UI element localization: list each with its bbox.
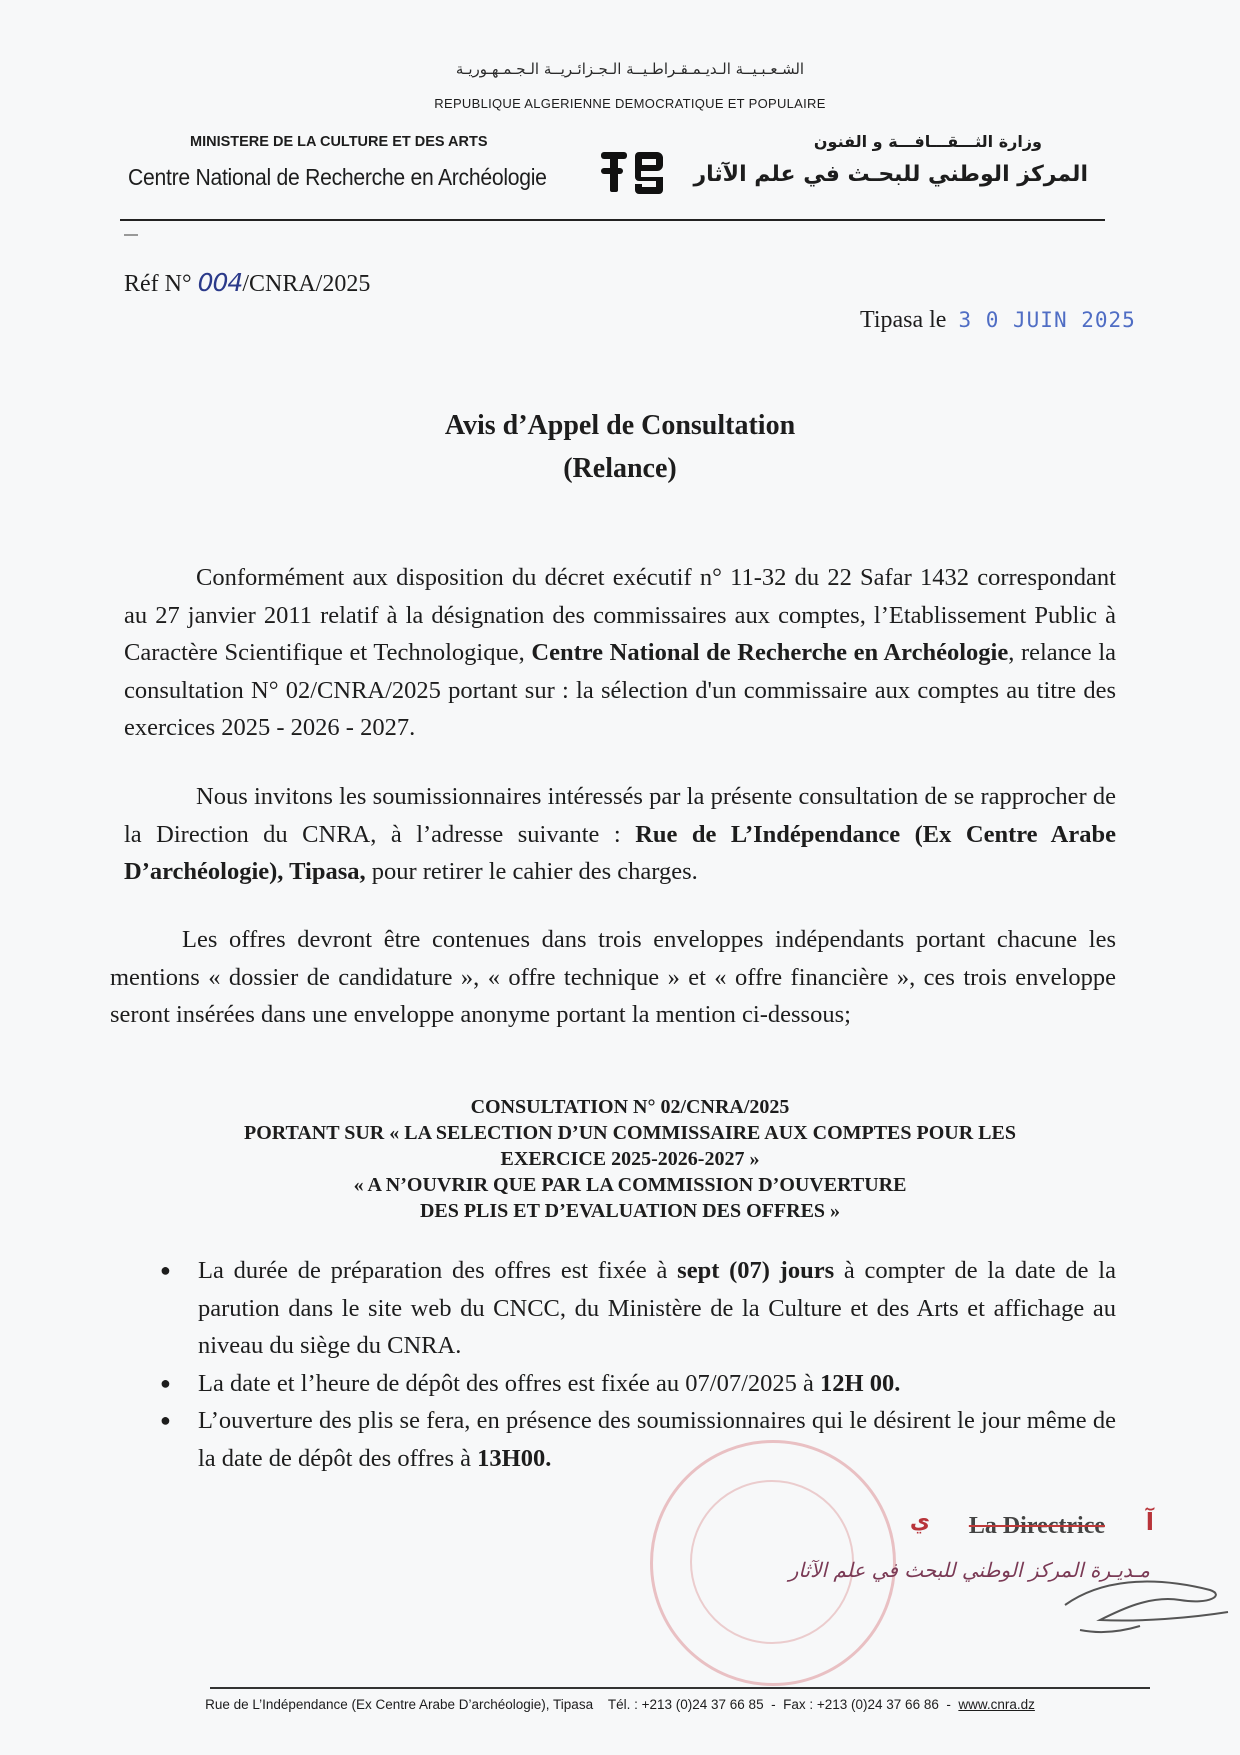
paragraph-text: pour retirer le cahier des charges. xyxy=(365,858,698,885)
list-item-text: L’ouverture des plis se fera, en présence des soumissionnaires qui le désirent le jour même de la date de dépôt des offres à xyxy=(198,1407,1116,1472)
paragraph-envelopes xyxy=(110,921,1116,1034)
envelope-line: DES PLIS ET D’EVALUATION DES OFFRES » xyxy=(419,1200,841,1222)
title-line-2: (Relance) xyxy=(563,453,677,484)
envelope-line: « A N’OUVRIR QUE PAR LA COMMISSION D’OUVERTURE xyxy=(353,1174,907,1196)
signatory-stamp-arabic: مـديـرة المركز الوطني للبحث في علم الآثار xyxy=(788,1558,1150,1582)
center-name-ar: المركز الوطني للبحـث في علم الآثار xyxy=(693,162,1088,187)
list-item-text: La durée de préparation des offres est fixée à xyxy=(198,1257,678,1284)
footer-address: Rue de L’Indépendance (Ex Centre Arabe D’archéologie), Tipasa xyxy=(205,1697,594,1712)
list-item xyxy=(160,1365,1116,1403)
paragraph-bold-text: Rue de L’Indépendance (Ex Centre Arabe D’archéologie), Tipasa, xyxy=(124,820,1116,885)
date-stamp: 3 0 JUIN 2025 xyxy=(958,308,1136,332)
reference-number xyxy=(124,268,370,298)
envelope-line: CONSULTATION N° 02/CNRA/2025 xyxy=(470,1096,790,1118)
paragraph-decree xyxy=(124,559,1116,747)
list-item-text: à compter de la date de la parution dans le site web du CNCC, du Ministère de la Culture et des Arts et affichage au niveau du siège du CNRA. xyxy=(198,1257,1116,1359)
list-item-bold-text: 12H 00. xyxy=(820,1369,901,1397)
republic-arabic-heading: الشـعـبـيــة الـديـمـقـراطـيــة الـجـزائـريــة الـجـمـهـوريـة xyxy=(455,60,805,78)
bullet-icon: ● xyxy=(160,1410,171,1430)
paragraph-invitation xyxy=(124,778,1116,891)
reference-handwritten-number: 004 xyxy=(197,268,243,297)
document-title xyxy=(0,404,1240,490)
list-item-text: La date et l’heure de dépôt des offres est fixée au 07/07/2025 à xyxy=(198,1369,821,1397)
ministry-name-ar: وزارة الثـــقـــافـــة و الفنون xyxy=(813,132,1042,151)
conditions-list xyxy=(160,1252,1116,1477)
stamp-arabic-fragment: آ xyxy=(1145,1508,1154,1536)
footer-separator: - xyxy=(946,1697,951,1712)
paragraph-text: Nous invitons les soumissionnaires intéressés par la présente consultation de se rapprocher de la Direction du CNRA, à l’adresse suivante : xyxy=(124,783,1116,848)
header-divider xyxy=(120,219,1105,221)
reference-prefix: Réf N° xyxy=(124,271,192,297)
footer xyxy=(0,1697,1240,1712)
list-item-bold-text: sept (07) jours xyxy=(677,1257,835,1284)
bullet-icon: ● xyxy=(160,1260,171,1280)
paragraph-text: Les offres devront être contenues dans trois enveloppes indépendants portant chacune les mentions « dossier de candidature », « offre technique » et « offre financière », ces trois enveloppe seront insérées dans une enveloppe anonyme portant la mention ci-dessous; xyxy=(110,926,1116,1028)
handwritten-signature-icon xyxy=(1060,1560,1230,1640)
paragraph-bold-text: Centre National de Recherche en Archéologie xyxy=(531,639,1009,666)
reference-suffix: /CNRA/2025 xyxy=(242,271,371,297)
envelope-line: EXERCICE 2025-2026-2027 » xyxy=(500,1148,760,1170)
footer-website-link[interactable]: www.cnra.dz xyxy=(958,1697,1035,1712)
title-line-1: Avis d’Appel de Consultation xyxy=(444,410,796,441)
list-item xyxy=(160,1402,1116,1477)
envelope-line: PORTANT SUR « LA SELECTION D’UN COMMISSAIRE AUX COMPTES POUR LES xyxy=(243,1122,1016,1144)
cnra-logo-icon xyxy=(601,148,663,194)
paragraph-text: Conformément aux disposition du décret exécutif n° 11-32 du 22 Safar 1432 correspondant au 27 janvier 2011 relatif à la désignation des commissaires aux comptes, l’Etablissement Public à Caractère Scientifique et Technologique, xyxy=(124,564,1116,666)
footer-phone: Tél. : +213 (0)24 37 66 85 xyxy=(607,1697,764,1712)
list-item xyxy=(160,1252,1116,1365)
date-label: Tipasa le xyxy=(860,307,947,333)
signatory-title: La Directrice xyxy=(968,1513,1105,1539)
footer-divider xyxy=(210,1687,1150,1689)
scan-mark xyxy=(124,234,138,236)
stamp-arabic-fragment: ي xyxy=(909,1509,930,1534)
republic-french-heading: REPUBLIQUE ALGERIENNE DEMOCRATIQUE ET POPULAIRE xyxy=(434,96,826,111)
ministry-name-fr: MINISTERE DE LA CULTURE ET DES ARTS xyxy=(190,134,488,150)
envelope-mention xyxy=(140,1094,1120,1224)
date-line xyxy=(860,307,1136,334)
footer-separator: - xyxy=(771,1697,776,1712)
footer-fax: Fax : +213 (0)24 37 66 86 xyxy=(783,1697,939,1712)
paragraph-text: , relance la consultation N° 02/CNRA/2025 portant sur : la sélection d'un commissaire aux comptes au titre des exercices 2025 - 2026 - 2027. xyxy=(124,639,1116,741)
list-item-bold-text: 13H00. xyxy=(477,1444,552,1472)
center-name-fr: Centre National de Recherche en Archéologie xyxy=(128,164,547,190)
bullet-icon: ● xyxy=(160,1372,171,1393)
